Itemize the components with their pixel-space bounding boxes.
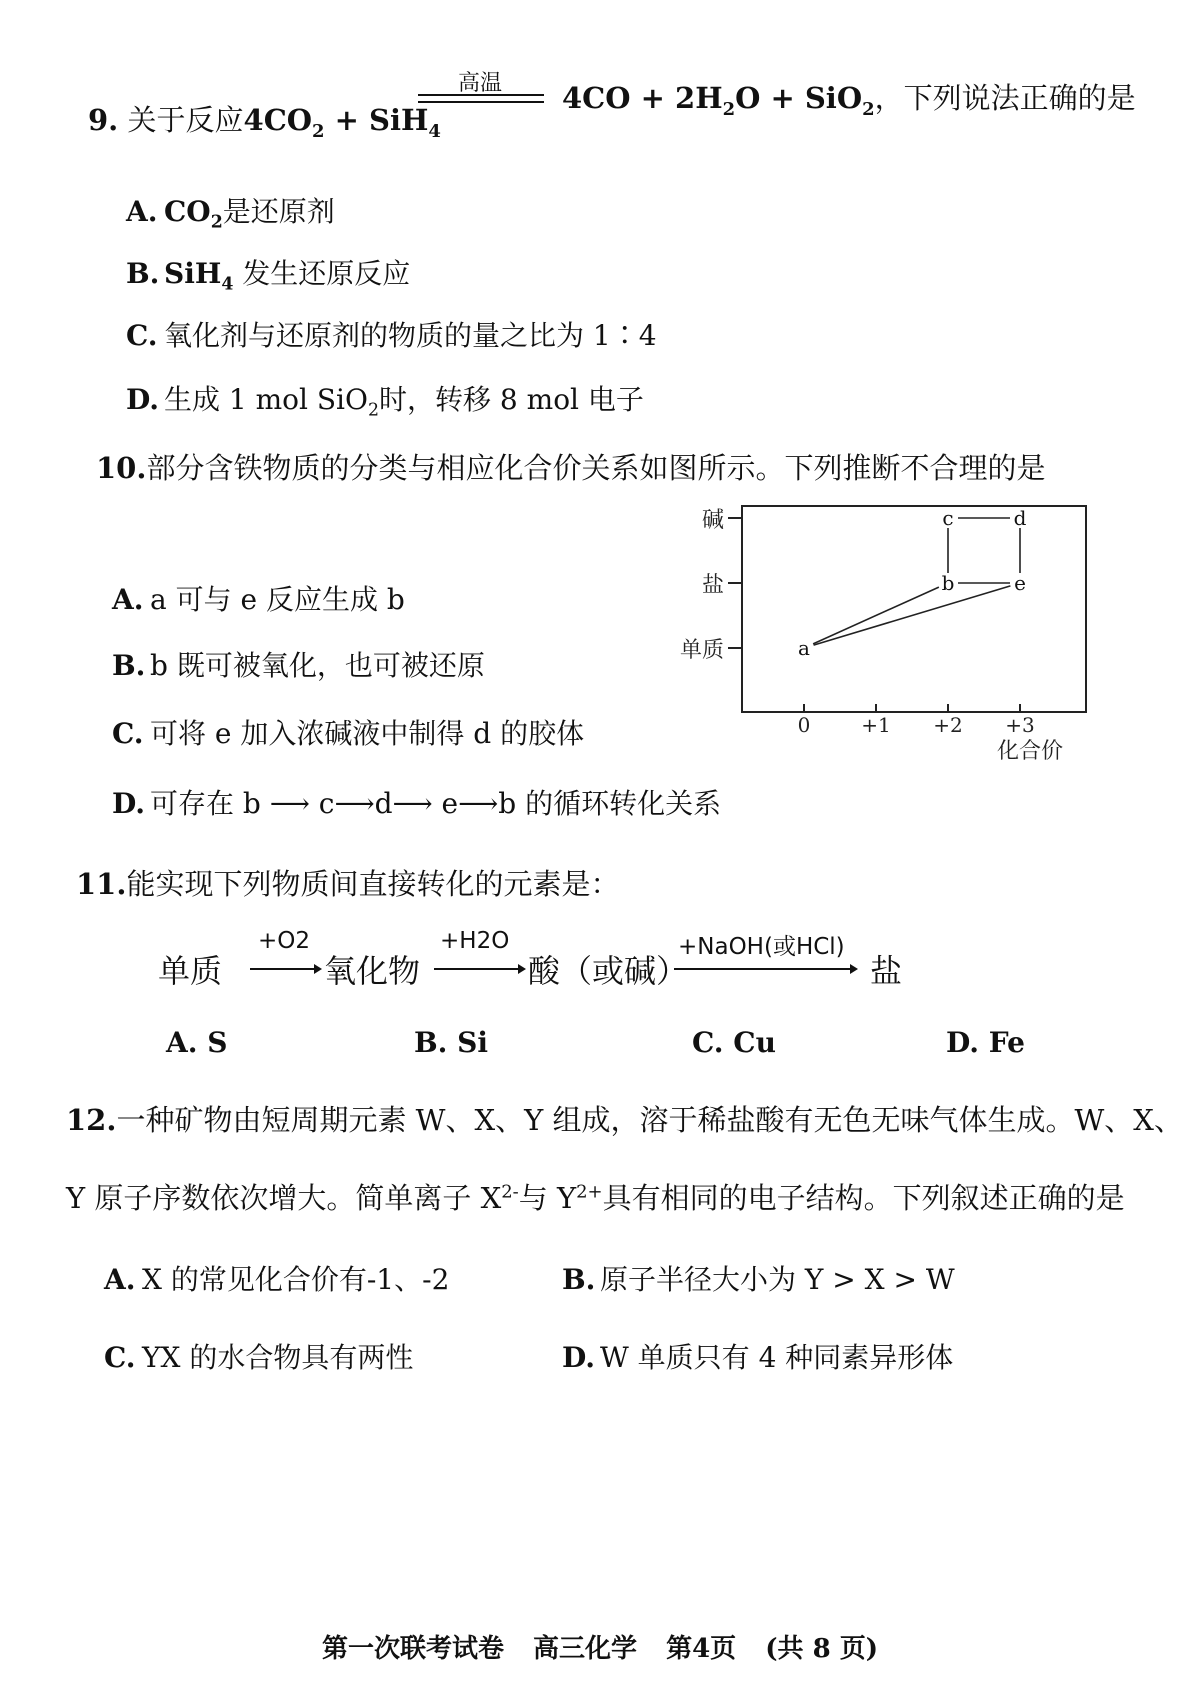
q9-condition: 高温 (458, 71, 503, 96)
x-tick-label: +1 (861, 713, 891, 737)
q12-line-2: Y 原子序数依次增大。简单离子 $X^{2-}$与 $Y^{2+}$具有相同的电子结构。下列叙述正确的是 (66, 1181, 1125, 1215)
q9-stem-prefix: 关于反应 (127, 103, 244, 137)
q12-number: 12. (66, 1103, 117, 1137)
footer-subject: 高三化学 (533, 1634, 638, 1664)
page-footer (0, 1628, 1200, 1665)
q11-option-a: A. S (166, 1026, 228, 1059)
footer-total-pages: (共 8 页) (765, 1634, 879, 1664)
chain-substance-2: 氧化物 (324, 952, 421, 990)
chain-arrow-1 (250, 962, 322, 976)
valence-chart-svg (650, 496, 1100, 776)
q11-option-d: D. Fe (946, 1026, 1025, 1059)
chart-link-a-b (813, 587, 939, 644)
chart-point-b: b (941, 571, 955, 595)
x-tick-label: +2 (933, 713, 963, 737)
q10-option-d: D. 可存在 b ⟶ c⟶d⟶ e⟶b 的循环转化关系 (112, 787, 722, 820)
chart-point-d: d (1013, 506, 1027, 530)
q12-option-a: A. X 的常见化合价有-1、-2 (104, 1263, 450, 1296)
x-tick-label: 0 (797, 713, 811, 737)
chain-arrow-1-label: +O2 (258, 928, 311, 954)
x-axis-label: 化合价 (996, 739, 1064, 764)
q9-stem (88, 98, 441, 142)
q9-equals-sign (418, 92, 544, 106)
q9-option-a: A. $CO_2$是还原剂 (126, 195, 335, 233)
chain-arrow-2 (434, 962, 526, 976)
chart-point-c: c (942, 506, 954, 530)
q9-option-c: C. 氧化剂与还原剂的物质的量之比为 1∶4 (126, 319, 657, 352)
y-category-label: 单质 (679, 638, 724, 663)
chart-point-e: e (1014, 571, 1026, 595)
q9-number: 9. (88, 103, 119, 137)
footer-page-number: 第4页 (666, 1634, 737, 1664)
q10-stem: 10.部分含铁物质的分类与相应化合价关系如图所示。下列推断不合理的是 (96, 451, 1046, 485)
chain-arrow-3-label: +NaOH(或HCl) (678, 934, 845, 960)
q11-number: 11. (76, 867, 127, 901)
x-tick-label: +3 (1005, 713, 1035, 737)
q12-option-d: D. W 单质只有 4 种同素异形体 (562, 1341, 954, 1374)
q9-eq-left: $4CO_2 + SiH_4$ (243, 103, 441, 142)
q12-option-b: B. 原子半径大小为 Y > X > W (562, 1263, 955, 1296)
q10-option-c: C. 可将 e 加入浓碱液中制得 d 的胶体 (112, 717, 585, 750)
y-category-label: 盐 (701, 573, 724, 598)
chain-arrow-2-label: +H2O (440, 928, 510, 954)
q10-option-b: B. b 既可被氧化，也可被还原 (112, 649, 485, 682)
chain-arrow-3 (674, 962, 858, 976)
chain-substance-3: 酸（或碱） (528, 952, 689, 990)
chart-point-a: a (798, 636, 810, 660)
chain-substance-1: 单质 (158, 952, 223, 990)
q12-option-c: C. YX 的水合物具有两性 (104, 1341, 414, 1374)
q9-option-d: D. 生成 1 mol SiO$_2$时，转移 8 mol 电子 (126, 383, 644, 421)
q11-option-c: C. Cu (692, 1026, 776, 1059)
footer-exam-title: 第一次联考试卷 (321, 1634, 504, 1664)
chart-link-a-e (814, 586, 1011, 645)
q10-option-a: A. a 可与 e 反应生成 b (112, 583, 405, 616)
y-category-label: 碱 (701, 508, 724, 533)
q10-number: 10. (96, 451, 147, 485)
q9-eq-right: $4CO + 2H_2O + SiO_2$，下列说法正确的是 (562, 81, 1136, 120)
chain-substance-4: 盐 (870, 952, 903, 990)
q11-stem: 11.能实现下列物质间直接转化的元素是： (76, 867, 620, 901)
q11-chain (158, 928, 958, 998)
valence-chart (650, 496, 1100, 780)
q12-line-1: 12.一种矿物由短周期元素 W、X、Y 组成，溶于稀盐酸有无色无味气体生成。W、X、 (66, 1103, 1183, 1137)
q9-option-b: B. SiH$_4$ 发生还原反应 (126, 257, 411, 295)
q11-option-b: B. Si (414, 1026, 489, 1059)
chart-frame (742, 506, 1086, 712)
